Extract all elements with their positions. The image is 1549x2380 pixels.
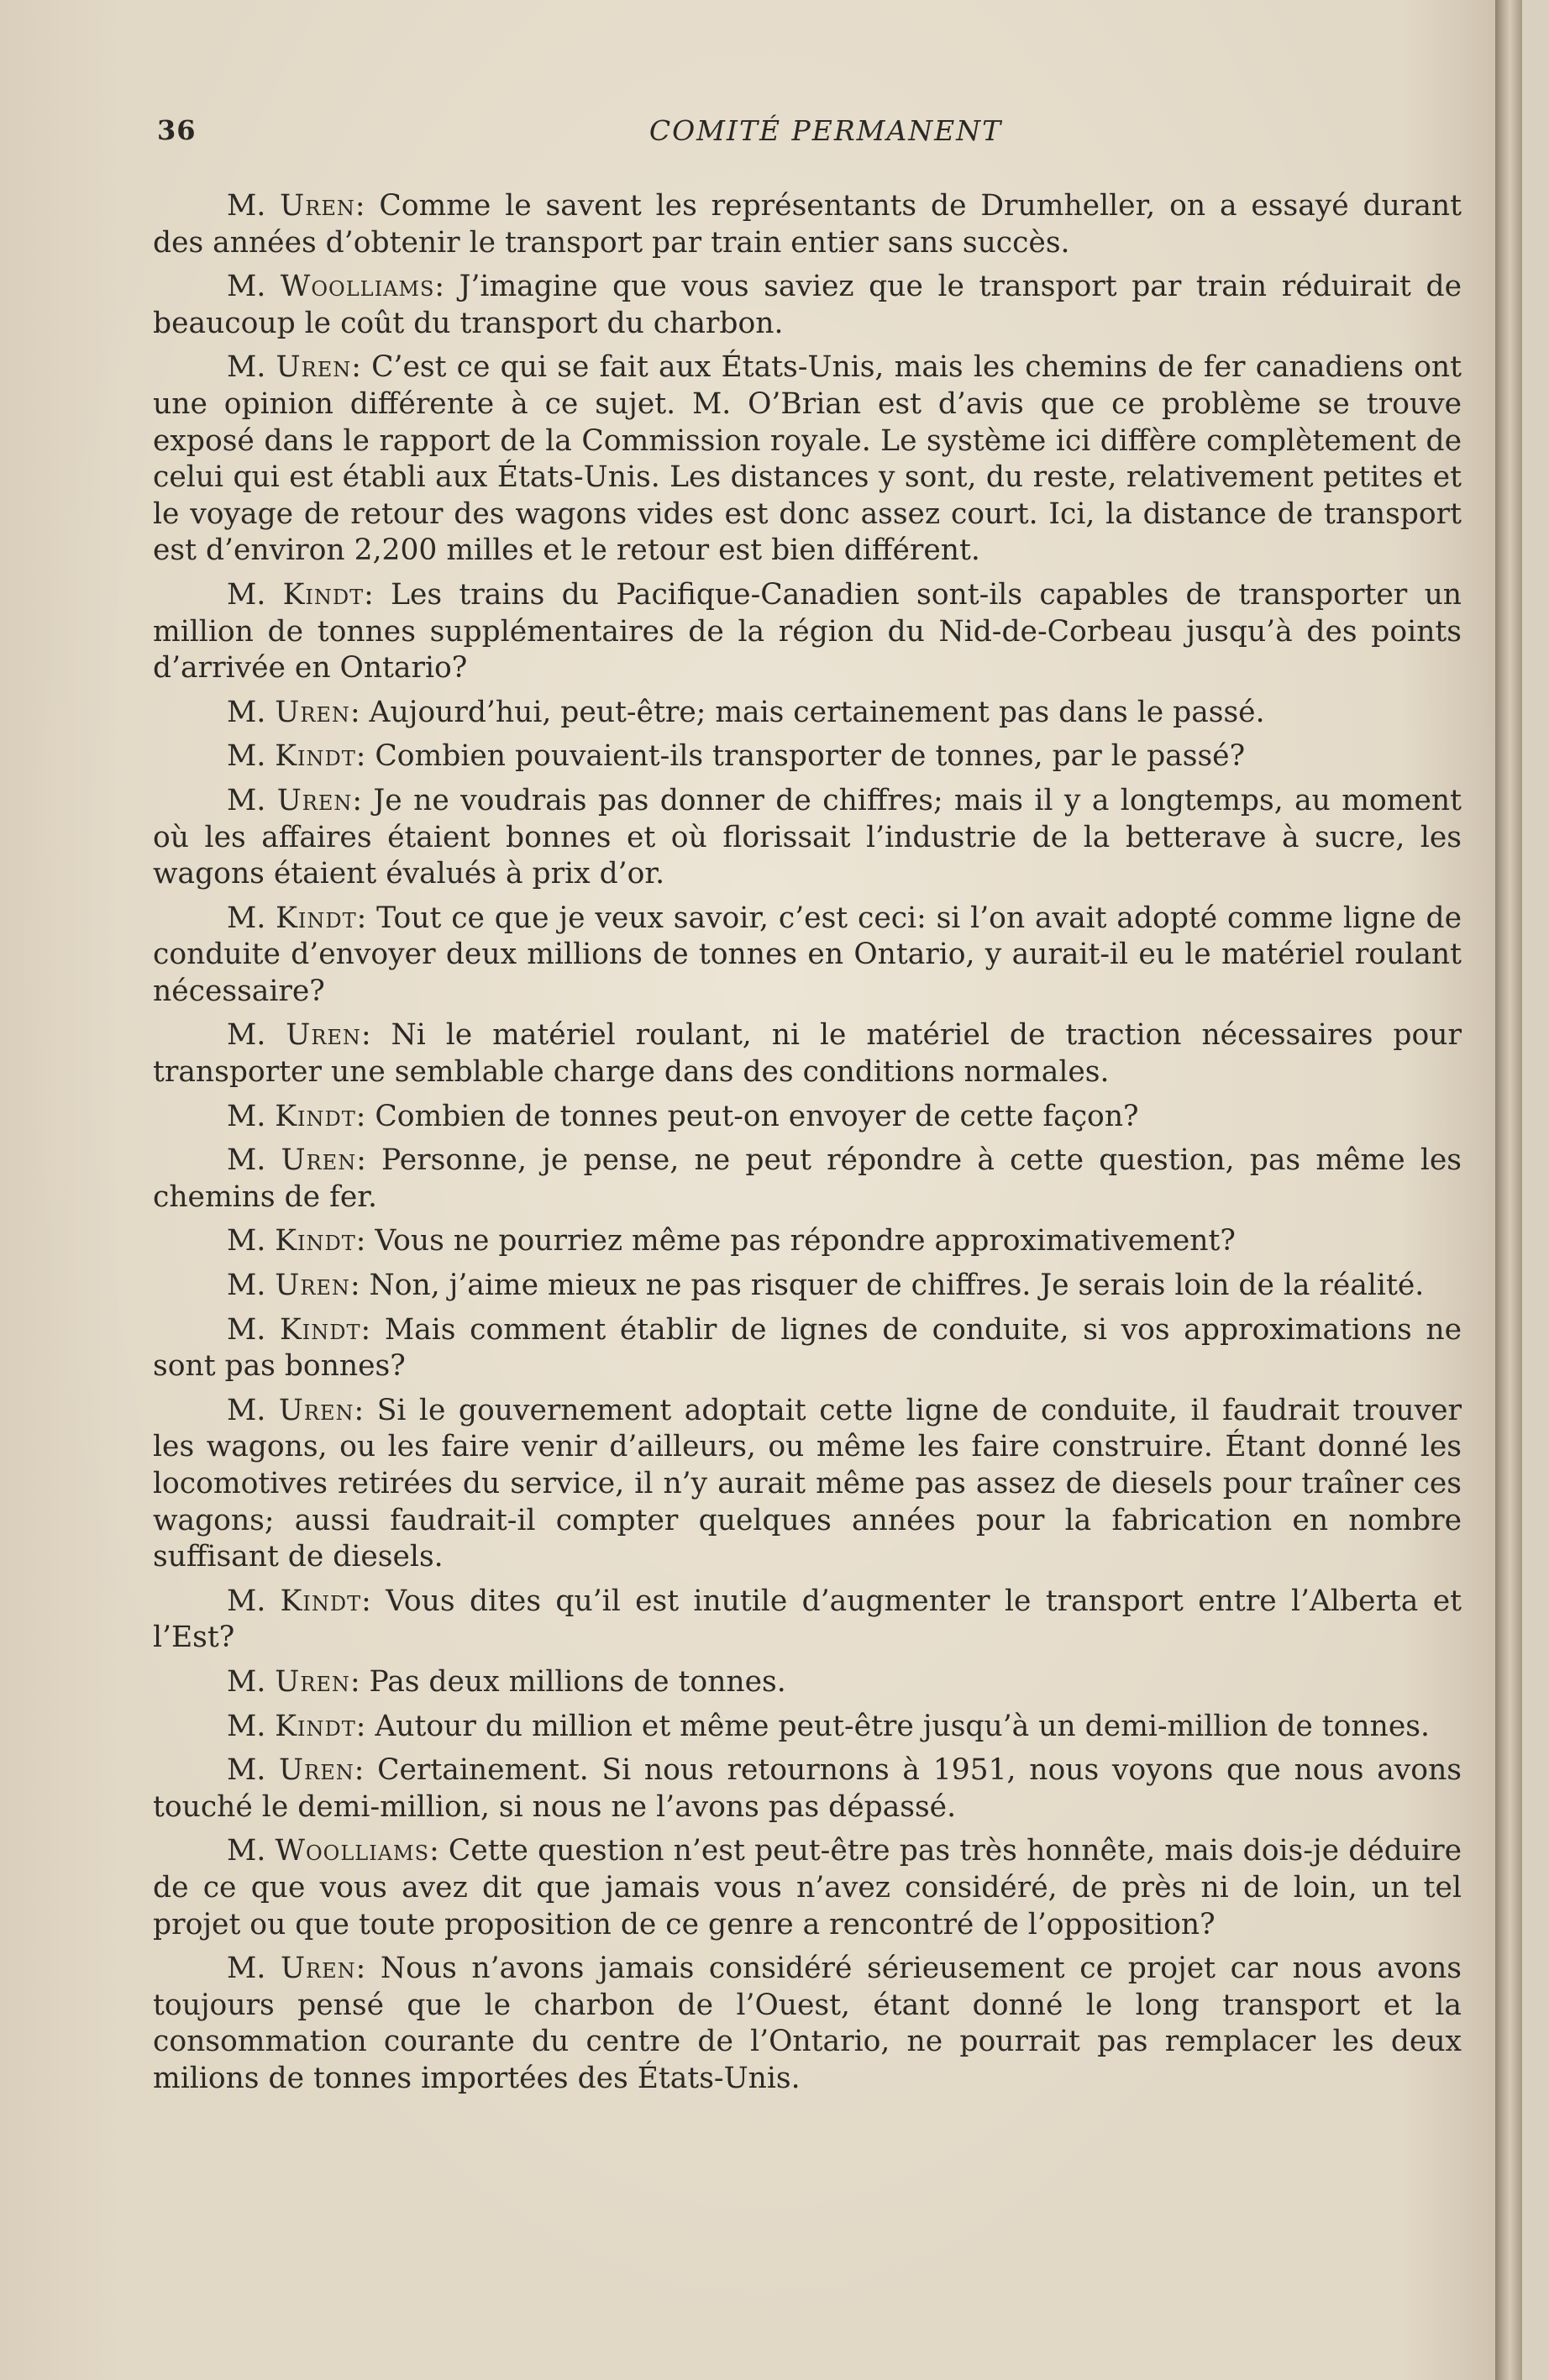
testimony-paragraph bbox=[153, 1709, 1462, 1746]
testimony-paragraph bbox=[153, 1143, 1462, 1216]
honorific: M. bbox=[227, 1099, 266, 1133]
speaker-name: Uren bbox=[280, 1952, 356, 1986]
speech-text: : Non, j’aime mieux ne pas risquer de chiffres. Je serais loin de la réalité. bbox=[349, 1269, 1425, 1303]
speaker-name: Uren bbox=[281, 1143, 357, 1178]
speaker-name: Kindt bbox=[275, 739, 356, 774]
testimony-paragraph bbox=[153, 1223, 1462, 1260]
testimony-paragraph bbox=[153, 1833, 1462, 1943]
honorific: M. bbox=[227, 695, 266, 729]
speaker-name: Uren bbox=[279, 1753, 354, 1788]
speech-text: : Aujourd’hui, peut-être; mais certainement pas dans le passé. bbox=[349, 695, 1265, 729]
testimony-paragraph bbox=[153, 1664, 1462, 1701]
honorific: M. bbox=[227, 1018, 266, 1053]
speech-text: : Combien pouvaient-ils transporter de tonnes, par le passé? bbox=[355, 739, 1246, 774]
speaker-name: Uren bbox=[276, 350, 352, 385]
testimony-paragraph bbox=[153, 349, 1462, 570]
testimony-paragraph bbox=[153, 1584, 1462, 1657]
running-title: COMITÉ PERMANENT bbox=[648, 114, 1003, 147]
speaker-name: Uren bbox=[286, 1018, 361, 1053]
testimony-paragraph bbox=[153, 695, 1462, 732]
honorific: M. bbox=[227, 1269, 266, 1303]
honorific: M. bbox=[227, 350, 266, 385]
page-header bbox=[157, 114, 1461, 156]
speech-text: : Si le gouvernement adoptait cette ligne de conduite, il faudrait trouver les wagons, ou les faire venir d’ailleurs, ou même les faire construire. Étant donné les locomotives retirées du service, il n’y aurait même pas assez de diesels pour traîner ces wagons; aussi faudrait-il compter quelques années pour la fabrication en nombre suffisant de diesels. bbox=[153, 1393, 1462, 1574]
speaker-name: Kindt bbox=[275, 1099, 356, 1133]
speaker-name: Woolliams bbox=[275, 1834, 430, 1868]
transcript-body bbox=[153, 188, 1462, 2105]
honorific: M. bbox=[227, 189, 266, 223]
honorific: M. bbox=[227, 901, 266, 935]
honorific: M. bbox=[227, 270, 266, 304]
testimony-paragraph bbox=[153, 1393, 1462, 1576]
speech-text: : Je ne voudrais pas donner de chiffres; mais il y a longtemps, au moment où les affaires étaient bonnes et où florissait l’industrie de la betterave à sucre, les wagons étaient évalués à prix d’or. bbox=[153, 783, 1462, 891]
testimony-paragraph bbox=[153, 1312, 1462, 1385]
speech-text: : J’imagine que vous saviez que le transport par train réduirait de beaucoup le coût du transport du charbon. bbox=[153, 270, 1462, 340]
testimony-paragraph bbox=[153, 1099, 1462, 1136]
honorific: M. bbox=[227, 783, 266, 817]
speech-text: : Pas deux millions de tonnes. bbox=[349, 1664, 786, 1699]
testimony-paragraph bbox=[153, 738, 1462, 775]
speaker-name: Woolliams bbox=[280, 270, 435, 304]
speech-text: : Personne, je pense, ne peut répondre à cette question, pas même les chemins de fer. bbox=[153, 1143, 1462, 1214]
speech-text: : Les trains du Pacifique-Canadien sont-ils capables de transporter un million de tonnes supplémentaires de la région du Nid-de-Corbeau jusqu’à des points d’arrivée en Ontario? bbox=[153, 577, 1462, 686]
testimony-paragraph bbox=[153, 783, 1462, 893]
honorific: M. bbox=[227, 1753, 266, 1788]
speech-text: : Ni le matériel roulant, ni le matériel de traction nécessaires pour transporter une semblable charge dans des conditions normales. bbox=[153, 1018, 1462, 1090]
speech-text: : Autour du million et même peut-être jusqu’à un demi-million de tonnes. bbox=[355, 1709, 1430, 1743]
testimony-paragraph bbox=[153, 1017, 1462, 1090]
speech-text: : Certainement. Si nous retournons à 1951, nous voyons que nous avons touché le demi-million, si nous ne l’avons pas dépassé. bbox=[153, 1753, 1462, 1824]
speech-text: : Nous n’avons jamais considéré sérieusement ce projet car nous avons toujours pensé que le charbon de l’Ouest, étant donné le long transport et la consommation courante du centre de l’Ontario, ne pourrait pas remplacer les deux milions de tonnes importées des États-Unis. bbox=[153, 1952, 1462, 2095]
testimony-paragraph bbox=[153, 1268, 1462, 1305]
speech-text: : Cette question n’est peut-être pas très honnête, mais dois-je déduire de ce que vous avez dit que jamais vous n’avez considéré, de près ni de loin, un tel projet ou que toute proposition de ce genre a rencontré de l’opposition? bbox=[153, 1834, 1462, 1941]
honorific: M. bbox=[227, 1834, 266, 1868]
speech-text: : Mais comment établir de lignes de conduite, si vos approximations ne sont pas bonnes? bbox=[153, 1312, 1462, 1384]
honorific: M. bbox=[227, 1224, 266, 1258]
speech-text: : Comme le savent les représentants de Drumheller, on a essayé durant des années d’obtenir le transport par train entier sans succès. bbox=[153, 189, 1462, 260]
speaker-name: Uren bbox=[276, 783, 353, 817]
page-number: 36 bbox=[157, 114, 197, 146]
honorific: M. bbox=[227, 1584, 266, 1618]
speaker-name: Kindt bbox=[276, 901, 357, 935]
honorific: M. bbox=[227, 1393, 266, 1427]
honorific: M. bbox=[227, 739, 266, 774]
speech-text: : Vous ne pourriez même pas répondre approximativement? bbox=[355, 1224, 1236, 1258]
speaker-name: Uren bbox=[275, 1269, 350, 1303]
page-edge-shadow bbox=[1495, 0, 1522, 2380]
testimony-paragraph bbox=[153, 1951, 1462, 2097]
honorific: M. bbox=[227, 1312, 266, 1347]
honorific: M. bbox=[227, 1664, 266, 1699]
honorific: M. bbox=[227, 1709, 266, 1743]
speech-text: : Tout ce que je veux savoir, c’est ceci: si l’on avait adopté comme ligne de conduite d’envoyer deux millions de tonnes en Ontario, y aurait-il eu le matériel roulant nécessaire? bbox=[153, 901, 1462, 1008]
honorific: M. bbox=[227, 577, 266, 612]
speaker-name: Uren bbox=[278, 1393, 354, 1427]
testimony-paragraph bbox=[153, 901, 1462, 1011]
speaker-name: Uren bbox=[275, 1664, 350, 1699]
honorific: M. bbox=[227, 1952, 266, 1986]
speech-text: : Combien de tonnes peut-on envoyer de cette façon? bbox=[355, 1099, 1139, 1133]
speaker-name: Uren bbox=[280, 189, 355, 223]
speaker-name: Kindt bbox=[282, 577, 365, 612]
speech-text: : Vous dites qu’il est inutile d’augmenter le transport entre l’Alberta et l’Est? bbox=[153, 1584, 1462, 1655]
testimony-paragraph bbox=[153, 188, 1462, 261]
speech-text: : C’est ce qui se fait aux États-Unis, mais les chemins de fer canadiens ont une opinion différente à ce sujet. M. O’Brian est d’avis que ce problème se trouve exposé dans le rapport de la Commission royale. Le système ici diffère complètement de celui qui est établi aux États-Unis. Les distances y sont, du reste, relativement petites et le voyage de retour des wagons vides est donc assez court. Ici, la distance de transport est d’environ 2,200 milles et le retour est bien différent. bbox=[153, 350, 1462, 568]
speaker-name: Kindt bbox=[275, 1709, 356, 1743]
testimony-paragraph bbox=[153, 577, 1462, 687]
speaker-name: Kindt bbox=[280, 1584, 362, 1618]
testimony-paragraph bbox=[153, 269, 1462, 342]
honorific: M. bbox=[227, 1143, 266, 1178]
testimony-paragraph bbox=[153, 1752, 1462, 1826]
speaker-name: Kindt bbox=[275, 1224, 356, 1258]
speaker-name: Kindt bbox=[280, 1312, 361, 1347]
speaker-name: Uren bbox=[275, 695, 350, 729]
